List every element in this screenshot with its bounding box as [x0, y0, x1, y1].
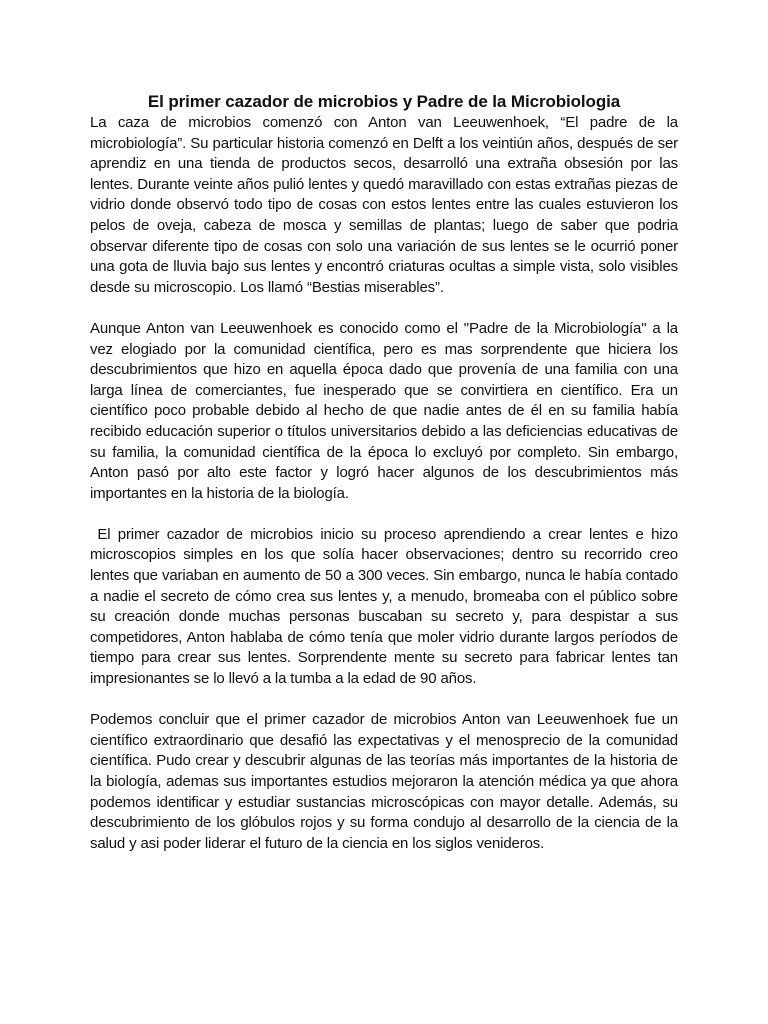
paragraph-microscopes: El primer cazador de microbios inicio su proceso aprendiendo a crear lentes e hizo microscopios simples en los que solía hacer observaciones; dentro su recorrido creo lentes que variaban en aumento de 50 a 300 veces. Sin embargo, nunca le había contado a nadie el secreto de cómo crea sus lentes y, a menudo, bromeaba con el público sobre su creación donde muchas personas buscaban su secreto y, para despistar a sus competidores, Anton hablaba de cómo tenía que moler vidrio durante largos períodos de tiempo para crear sus lentes. Sorprendente mente su secreto para fabricar lentes tan impresionantes se lo llevó a la tumba a la edad de 90 años.: [90, 525, 683, 688]
document-page: [90, 91, 683, 854]
paragraph-background: Aunque Anton van Leeuwenhoek es conocido como el "Padre de la Microbiología" a la vez elogiado por la comunidad científica, pero es mas sorprendente que hiciera los descubrimientos que hizo en aquella época dado que provenía de una familia con una larga línea de comerciantes, fue inesperado que se convirtiera en científico. Era un científico poco probable debido al hecho de que nadie antes de él en su familia había recibido educación superior o títulos universitarios debido a las deficiencias educativas de su familia, la comunidad científica de la época lo excluyó por completo. Sin embargo, Anton pasó por alto este factor y logró hacer algunos de los descubrimientos más importantes en la historia de la biología.: [90, 319, 678, 502]
paragraph-conclusion: Podemos concluir que el primer cazador de microbios Anton van Leeuwenhoek fue un científico extraordinario que desafió las expectativas y el menosprecio de la comunidad científica. Pudo crear y descubrir algunas de las teorías más importantes de la historia de la biología, ademas sus importantes estudios mejoraron la atención médica ya que ahora podemos identificar y estudiar sustancias microscópicas con mayor detalle. Además, su descubrimiento de los glóbulos rojos y su forma condujo al desarrollo de la ciencia de la salud y asi poder liderar el futuro de la ciencia en los siglos venideros.: [90, 711, 678, 852]
document-title: El primer cazador de microbios y Padre de la Microbiologia: [147, 92, 621, 111]
paragraph-intro: La caza de microbios comenzó con Anton van Leeuwenhoek, “El padre de la microbiología”. Su particular historia comenzó en Delft a los veintiún años, después de ser aprendiz en una tienda de productos secos, desarrolló una extraña obsesión por las lentes. Durante veinte años pulió lentes y quedó maravillado con estas extrañas piezas de vidrio donde observó todo tipo de cosas con estos lentes entre las cuales estuvieron los pelos de oveja, cabeza de mosca y semillas de plantas; luego de saber que podria observar diferente tipo de cosas con solo una variación de sus lentes se le ocurrió poner una gota de lluvia bajo sus lentes y encontró criaturas ocultas a simple vista, solo visibles desde su microscopio. Los llamó “Bestias miserables”.: [90, 114, 678, 296]
